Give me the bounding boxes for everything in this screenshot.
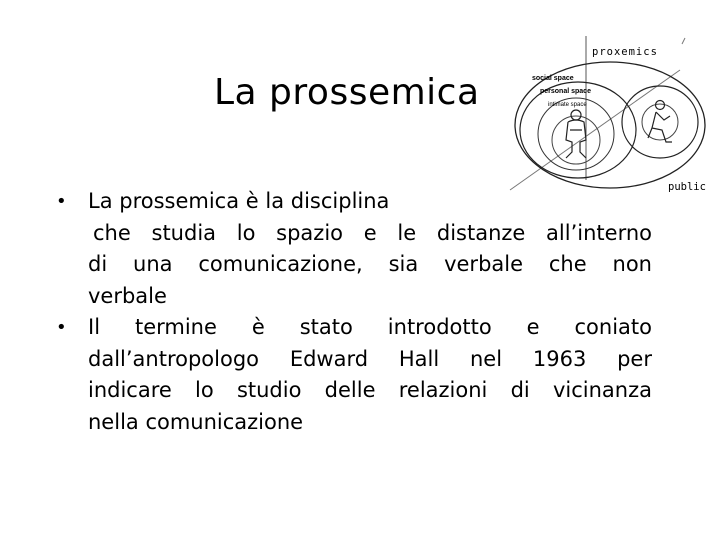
bullet-1-line-3: di una comunicazione, sia verbale che non [88, 252, 652, 276]
bullet-2-line-1: Il termine è stato introdotto e coniato [88, 315, 652, 339]
intimate-zone-circle [552, 116, 600, 164]
bullet-2-line-2: dall’antropologo Edward Hall nel 1963 per [88, 346, 652, 371]
bullet-1-line-4: verbale [88, 283, 167, 308]
diagram-diagonal-line [510, 70, 680, 190]
label-intimate: intimate space [548, 102, 587, 108]
bullet-2-line-3: indicare lo studio delle relazioni di vicinanza [88, 378, 652, 402]
bullet-1-line-1: La prossemica è la disciplina [88, 189, 390, 213]
label-public: public [668, 181, 706, 193]
seated-person-icon-right [648, 101, 672, 143]
label-proxemics: proxemics [592, 46, 658, 58]
personal-zone-ellipse [538, 98, 614, 170]
label-social: social space [532, 75, 574, 82]
proxemics-diagram [500, 30, 715, 200]
second-person-ellipse [622, 86, 698, 158]
bullet-dot: • [56, 317, 67, 338]
bullet-2-line-4: nella comunicazione [88, 409, 304, 434]
bullet-item-2 [56, 312, 652, 438]
label-personal: personal space [540, 88, 591, 95]
bullet-dot: • [56, 191, 67, 212]
bullet-item-1 [56, 186, 652, 312]
slide-body [56, 186, 652, 438]
proxemics-diagram-graphic [500, 30, 715, 200]
slide-title: La prossemica [214, 72, 480, 113]
bullet-1-line-2: che studia lo spazio e le distanze all’interno [93, 220, 652, 245]
